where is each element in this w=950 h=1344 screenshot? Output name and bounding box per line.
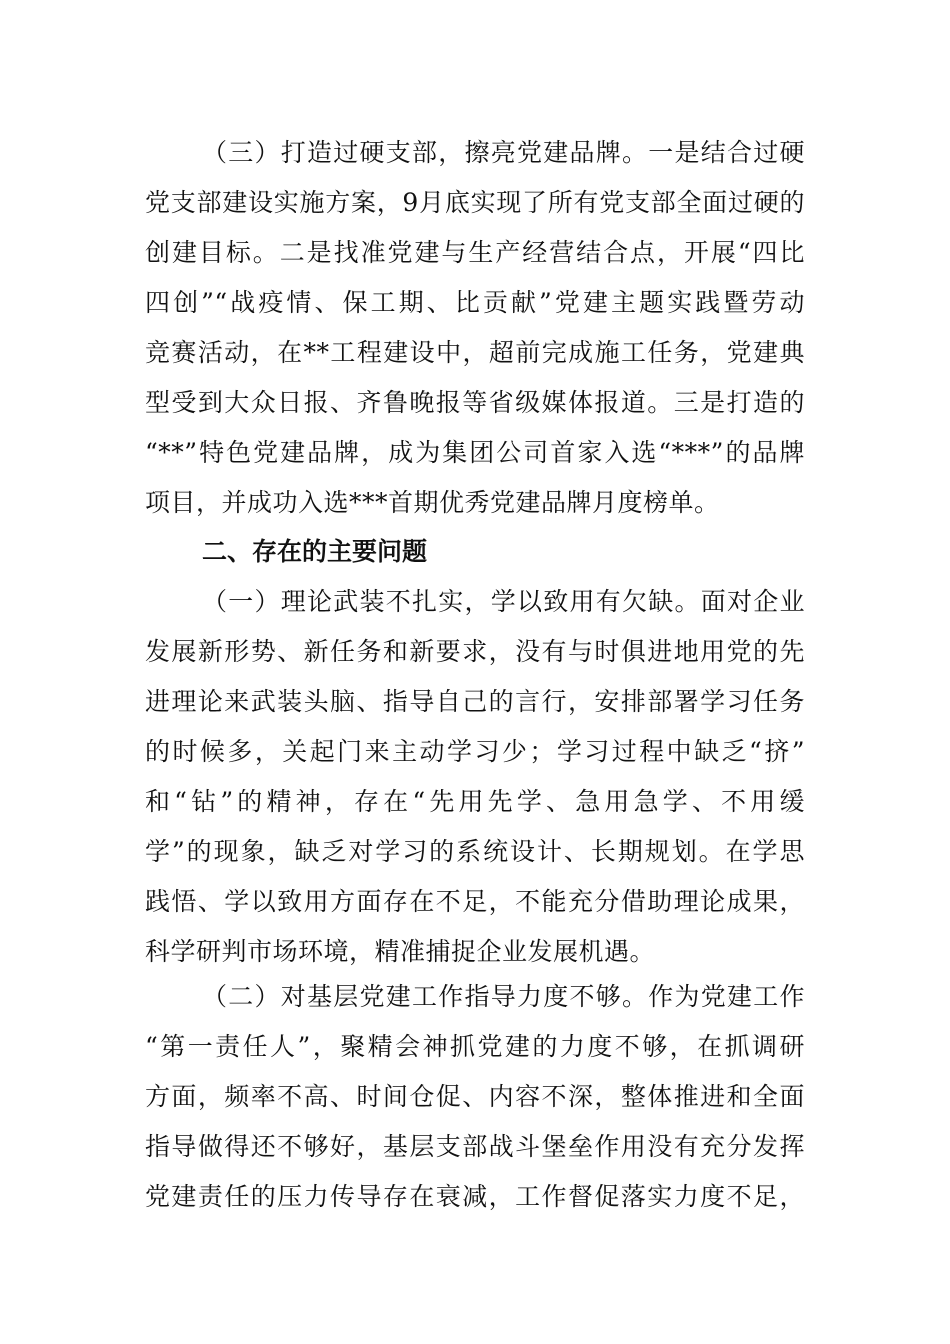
paragraph-line: “**”特色党建品牌，成为集团公司首家入选“***”的品牌 xyxy=(145,438,805,467)
paragraph-line: 指导做得还不够好，基层支部战斗堡垒作用没有充分发挥 xyxy=(145,1132,805,1161)
paragraph-line: 发展新形势、新任务和新要求，没有与时俱进地用党的先 xyxy=(145,637,805,666)
paragraph-line: （一）理论武装不扎实，学以致用有欠缺。面对企业 xyxy=(202,587,805,616)
paragraph-line: 方面，频率不高、时间仓促、内容不深，整体推进和全面 xyxy=(145,1082,805,1111)
paragraph-build-strong-branch xyxy=(145,128,805,528)
paragraph-line: 的时候多，关起门来主动学习少；学习过程中缺乏“挤” xyxy=(145,737,805,766)
paragraph-line: “第一责任人”，聚精会神抓党建的力度不够，在抓调研 xyxy=(145,1032,805,1061)
paragraph-line: （二）对基层党建工作指导力度不够。作为党建工作 xyxy=(202,982,805,1011)
paragraph-line: 创建目标。二是找准党建与生产经营结合点，开展“四比 xyxy=(145,238,805,267)
paragraph-problem-theory xyxy=(145,577,805,977)
paragraph-line: （三）打造过硬支部，擦亮党建品牌。一是结合过硬 xyxy=(202,138,805,167)
paragraph-line: 学”的现象，缺乏对学习的系统设计、长期规划。在学思 xyxy=(145,837,805,866)
paragraph-line: 党支部建设实施方案，9月底实现了所有党支部全面过硬的 xyxy=(145,188,805,217)
paragraph-line: 四创”“战疫情、保工期、比贡献”党建主题实践暨劳动 xyxy=(145,288,805,317)
paragraph-line: 科学研判市场环境，精准捕捉企业发展机遇。 xyxy=(145,937,656,966)
section-heading: 二、存在的主要问题 xyxy=(202,537,428,566)
paragraph-line: 和“钻”的精神，存在“先用先学、急用急学、不用缓 xyxy=(145,787,805,816)
paragraph-line: 党建责任的压力传导存在衰减，工作督促落实力度不足， xyxy=(145,1182,805,1211)
paragraph-line: 践悟、学以致用方面存在不足，不能充分借助理论成果， xyxy=(145,887,805,916)
paragraph-line: 型受到大众日报、齐鲁晚报等省级媒体报道。三是打造的 xyxy=(145,388,805,417)
paragraph-problem-guidance xyxy=(145,972,805,1222)
paragraph-line: 项目，并成功入选***首期优秀党建品牌月度榜单。 xyxy=(145,488,720,517)
paragraph-line: 竞赛活动，在**工程建设中，超前完成施工任务，党建典 xyxy=(145,338,805,367)
paragraph-line: 进理论来武装头脑、指导自己的言行，安排部署学习任务 xyxy=(145,687,805,716)
